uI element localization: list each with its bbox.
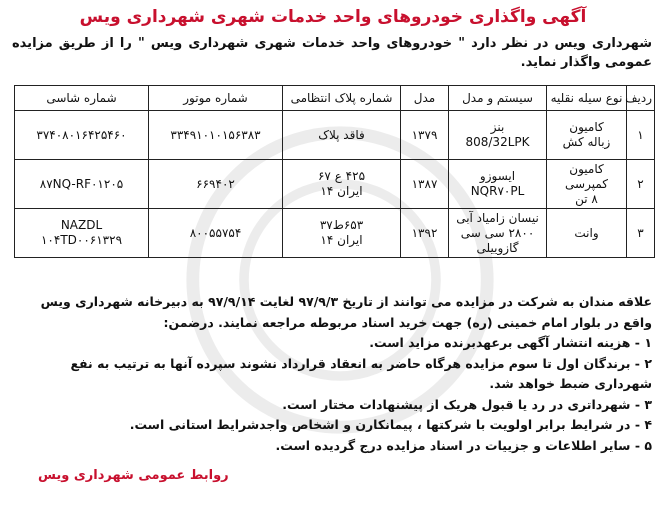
table-row xyxy=(15,209,655,258)
table-row xyxy=(15,111,655,160)
cell-plate-number: ۶۵۳ط۳۷ ایران ۱۴ xyxy=(283,209,401,258)
condition-item-4: ۴ - در شرایط برابر اولویت با شرکتها ، پیمانکارن و اشخاص واجدشرایط استانی است. xyxy=(129,417,652,432)
cell-vehicle-type: وانت xyxy=(547,209,627,258)
cell-row-number: ۲ xyxy=(627,160,655,209)
cell-chassis-number: ۸۷NQ-RF۰۱۲۰۵ xyxy=(15,160,149,209)
cell-system-model: بنز 808/32LPK xyxy=(449,111,547,160)
condition-item-1: ۱ - هزینه انتشار آگهی برعهدبرنده مزاید است. xyxy=(369,335,652,350)
notice-title: آگهی واگذاری خودروهای واحد خدمات شهری شهرداری ویس xyxy=(79,7,587,27)
header-model-year: مدل xyxy=(401,86,449,111)
condition-item-2: ۲ - برندگان اول تا سوم مزایده هرگاه حاضر به انعقاد قرارداد نشوند سپرده آنها به ترتیب به نفع شهرداری ضبط خواهد شد. xyxy=(70,355,652,391)
header-engine-number: شماره موتور xyxy=(149,86,283,111)
vehicles-table xyxy=(14,85,655,258)
participation-paragraph: علاقه مندان به شرکت در مزایده می توانند از تاریخ ۹۷/۹/۳ لغایت ۹۷/۹/۱۴ به دبیرخانه شهرداری ویس واقع در بلوار امام خمینی (ره) جهت خرید اسناد مربوطه مراجعه نمایند. درضمن: xyxy=(40,294,652,330)
intro-text: شهرداری ویس در نظر دارد " خودروهای واحد خدمات شهری شهرداری ویس " را از طریق مزایده عمومی واگذار نماید. xyxy=(12,36,652,70)
condition-item-3: ۳ - شهرداتری در رد یا قبول هریک از پیشنهادات مختار است. xyxy=(282,396,652,412)
cell-model-year: ۱۳۷۹ xyxy=(401,111,449,160)
cell-model-year: ۱۳۸۷ xyxy=(401,160,449,209)
table-row xyxy=(15,160,655,209)
header-plate-number: شماره پلاک انتظامی xyxy=(283,86,401,111)
header-chassis-number: شماره شاسی xyxy=(15,86,149,111)
condition-item-5: ۵ - سایر اطلاعات و جزییات در اسناد مزایده درج گردیده است. xyxy=(275,437,652,453)
cell-engine-number: ۶۶۹۴۰۲ xyxy=(149,160,283,209)
cell-plate-number: ۴۲۵ ع ۶۷ ایران ۱۴ xyxy=(283,160,401,209)
cell-row-number: ۱ xyxy=(627,111,655,160)
header-row-number: ردیف xyxy=(627,86,655,111)
cell-vehicle-type: کامیون کمپرسی ۸ تن xyxy=(547,160,627,209)
cell-vehicle-type: کامیون زباله کش xyxy=(547,111,627,160)
cell-plate-number: فاقد پلاک xyxy=(283,111,401,160)
public-relations-signature: روابط عمومی شهرداری ویس xyxy=(38,468,229,483)
cell-engine-number: ۸۰۰۵۵۷۵۴ xyxy=(149,209,283,258)
cell-model-year: ۱۳۹۲ xyxy=(401,209,449,258)
cell-chassis-number: ۳۷۴۰۸۰۱۶۴۲۵۴۶۰ xyxy=(15,111,149,160)
cell-row-number: ۳ xyxy=(627,209,655,258)
cell-system-model: نیسان زامیاد آبی ۲۸۰۰ سی سی گازوییلی xyxy=(449,209,547,258)
cell-engine-number: ۳۳۴۹۱۰۱۰۱۵۶۳۸۳ xyxy=(149,111,283,160)
header-system-model: سیستم و مدل xyxy=(449,86,547,111)
notice-body xyxy=(12,292,652,456)
table-header-row xyxy=(15,86,655,111)
header-vehicle-type: نوع سیله نقلیه xyxy=(547,86,627,111)
cell-chassis-number: NAZDL ۱۰۴TD۰۰۶۱۳۲۹ xyxy=(15,209,149,258)
cell-system-model: ایسوزو NQR۷۰PL xyxy=(449,160,547,209)
